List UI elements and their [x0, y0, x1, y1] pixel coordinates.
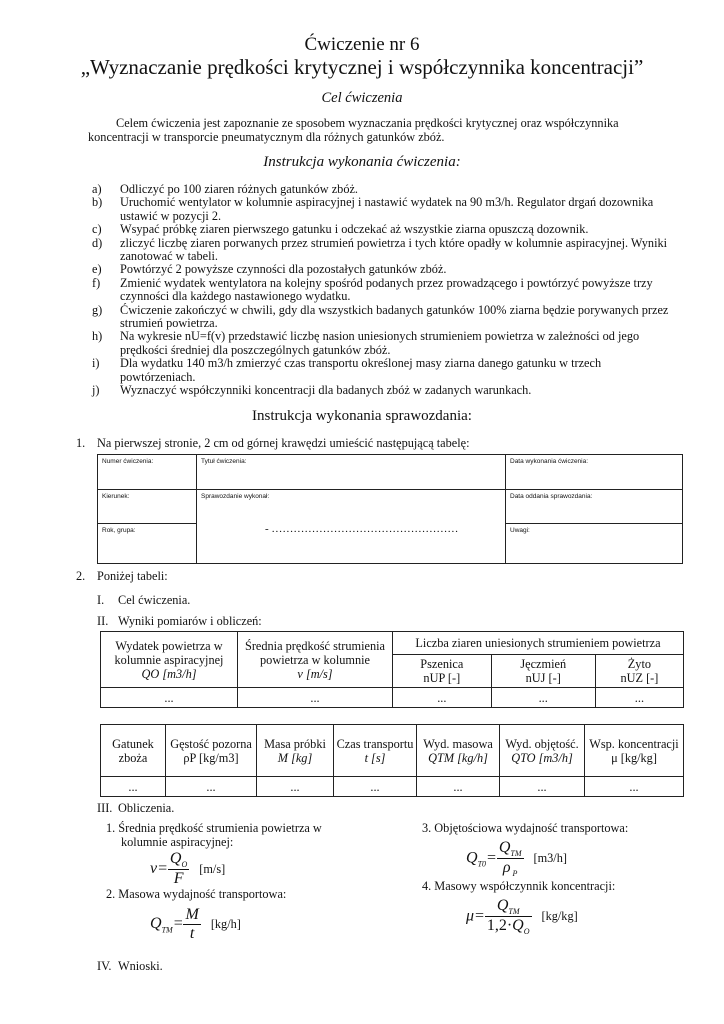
- list-item: a) Odliczyć po 100 ziaren różnych gatunków zbóż.: [92, 182, 358, 196]
- calculation-table: [100, 724, 684, 797]
- formula-1: v= $\frac{Q_O}{F}$ [m/s]: [150, 850, 226, 888]
- step-1-text: Na pierwszej stronie, 2 cm od górnej krawędzi umieścić następującą tabelę:: [97, 436, 470, 450]
- page-title: „Wyznaczanie prędkości krytycznej i współczynnika koncentracji”: [80, 55, 644, 79]
- form-cell-uwagi: Uwagi:: [506, 523, 683, 563]
- header-jeczmien: Jęczmień nUJ [-]: [491, 655, 595, 688]
- instruction-heading: Instrukcja wykonania ćwiczenia:: [263, 154, 461, 170]
- sub-1-text: Cel ćwiczenia.: [118, 593, 191, 607]
- table-cell: ...: [101, 688, 238, 708]
- form-cell-sprawozdanie: Sprawozdanie wykonał: - ……………………………………………: [197, 490, 506, 564]
- step-2-number: 2.: [76, 569, 86, 583]
- list-item: d) zliczyć liczbę ziaren porwanych przez strumień powietrza i tych które opadły w kolumnie aspiracyjnej. Wyniki zanotować w tabeli.: [92, 235, 668, 264]
- table-cell: ...: [491, 688, 595, 708]
- form-cell-data-wyk: Data wykonania ćwiczenia:: [506, 455, 683, 490]
- header-liczba: Liczba ziaren uniesionych strumieniem powietrza: [393, 632, 684, 655]
- header-gestosc: Gęstość pozorna ρP [kg/m3]: [166, 725, 257, 777]
- table-cell: ...: [238, 688, 393, 708]
- formula-4: μ= $\frac{Q_{TM}}{1,2\cdot Q_O}$ [kg/kg]: [466, 897, 578, 937]
- table-cell: ...: [393, 688, 492, 708]
- report-header-form: [97, 454, 683, 564]
- table-cell: ...: [101, 777, 166, 797]
- sub-3-text: Obliczenia.: [118, 801, 175, 815]
- list-item: i) Dla wydatku 140 m3/h zmierzyć czas transportu określonej masy ziarna danego gatunku w trzech powtórzeniach.: [92, 356, 602, 384]
- sub-1-number: I.: [97, 593, 105, 607]
- list-item: h) Na wykresie nU=f(v) przedstawić liczbę nasion uniesionych strumieniem powietrza w zależności od jego prędkości średniej dla poszczególnych gatunków zbóż.: [92, 329, 640, 357]
- header-masa: Masa próbki M [kg]: [257, 725, 334, 777]
- goal-heading: Cel ćwiczenia: [321, 90, 403, 106]
- formula-1-label: 1. Średnia prędkość strumienia powietrza w kolumnie aspiracyjnej:: [106, 821, 322, 849]
- header-wyd-objetosc: Wyd. objętość. QTO [m3/h]: [500, 725, 585, 777]
- table-cell: ...: [500, 777, 585, 797]
- header-wyd-masowa: Wyd. masowa QTM [kg/h]: [417, 725, 500, 777]
- report-heading: Instrukcja wykonania sprawozdania:: [252, 408, 472, 424]
- formula-2-label: 2. Masowa wydajność transportowa:: [106, 887, 287, 901]
- form-cell-numer: Numer ćwiczenia:: [98, 455, 197, 490]
- header-predkosc: Średnia prędkość strumienia powietrza w kolumnie v [m/s]: [238, 632, 393, 688]
- goal-text: Celem ćwiczenia jest zapoznanie ze sposobem wyznaczania prędkości krytycznej oraz współczynnika koncentracji w transporcie pneumatycznym dla różnych gatunków zbóż.: [88, 116, 619, 144]
- step-1-number: 1.: [76, 436, 86, 450]
- sub-2-number: II.: [97, 614, 109, 628]
- header-wsp-koncentracji: Wsp. koncentracji μ [kg/kg]: [585, 725, 684, 777]
- list-item: f) Zmienić wydatek wentylatora na kolejny spośród podanych przez prowadzącego i powtórzyć powyższe trzy czynności dla każdego nastawionego wydatku.: [92, 275, 653, 304]
- formula-2: $Q_{TM}=$ $\frac{M}{t}$ [kg/h]: [150, 906, 241, 942]
- table-cell: ...: [334, 777, 417, 797]
- formula-3: $Q_{T0}=$ $\frac{Q_{TM}}{\rho _P}$ [m3/h]: [466, 839, 567, 879]
- task-list: [92, 183, 674, 398]
- header-pszenica: Pszenica nUP [-]: [393, 655, 492, 688]
- signature-dots: - ……………………………………………: [265, 523, 459, 536]
- list-item: e) Powtórzyć 2 powyższe czynności dla pozostałych gatunków zbóż.: [92, 262, 447, 277]
- table-cell: ...: [585, 777, 684, 797]
- table-cell: ...: [257, 777, 334, 797]
- form-cell-data-odd: Data oddania sprawozdania:: [506, 490, 683, 523]
- list-item: c) Wsypać próbkę ziaren pierwszego gatunku i odczekać aż wszystkie ziarna opuszczą dozownik.: [92, 222, 589, 237]
- sub-3-number: III.: [97, 801, 113, 815]
- header-wydatek: Wydatek powietrza w kolumnie aspiracyjnej QO [m3/h]: [101, 632, 238, 688]
- table-cell: ...: [417, 777, 500, 797]
- list-item: b) Uruchomić wentylator w kolumnie aspiracyjnej i nastawić wydatek na 90 m3/h. Regulator drgań dozownika ustawić w pozycji 2.: [92, 195, 654, 223]
- table-cell: ...: [595, 688, 683, 708]
- header-zyto: Żyto nUZ [-]: [595, 655, 683, 688]
- list-item: j) Wyznaczyć współczynniki koncentracji dla badanych zbóż w zadanych warunkach.: [92, 383, 532, 398]
- table-cell: ...: [166, 777, 257, 797]
- list-item: g) Ćwiczenie zakończyć w chwili, gdy dla wszystkich badanych gatunków 100% ziarna będzie porywanych przez strumień powietrza.: [92, 302, 669, 331]
- sub-4-text: Wnioski.: [118, 959, 163, 973]
- form-cell-tytul: Tytuł ćwiczenia:: [197, 455, 506, 490]
- exercise-number: Ćwiczenie nr 6: [304, 34, 420, 55]
- sub-4-number: IV.: [97, 959, 112, 973]
- formula-4-label: 4. Masowy współczynnik koncentracji:: [422, 879, 616, 893]
- sub-2-text: Wyniki pomiarów i obliczeń:: [118, 614, 262, 628]
- measurement-table: [100, 631, 684, 708]
- form-cell-rok: Rok, grupa:: [98, 523, 197, 563]
- header-czas: Czas transportu t [s]: [334, 725, 417, 777]
- header-gatunek: Gatunek zboża: [101, 725, 166, 777]
- form-cell-kierunek: Kierunek:: [98, 490, 197, 523]
- step-2-text: Poniżej tabeli:: [97, 569, 168, 583]
- formula-3-label: 3. Objętościowa wydajność transportowa:: [422, 821, 629, 835]
